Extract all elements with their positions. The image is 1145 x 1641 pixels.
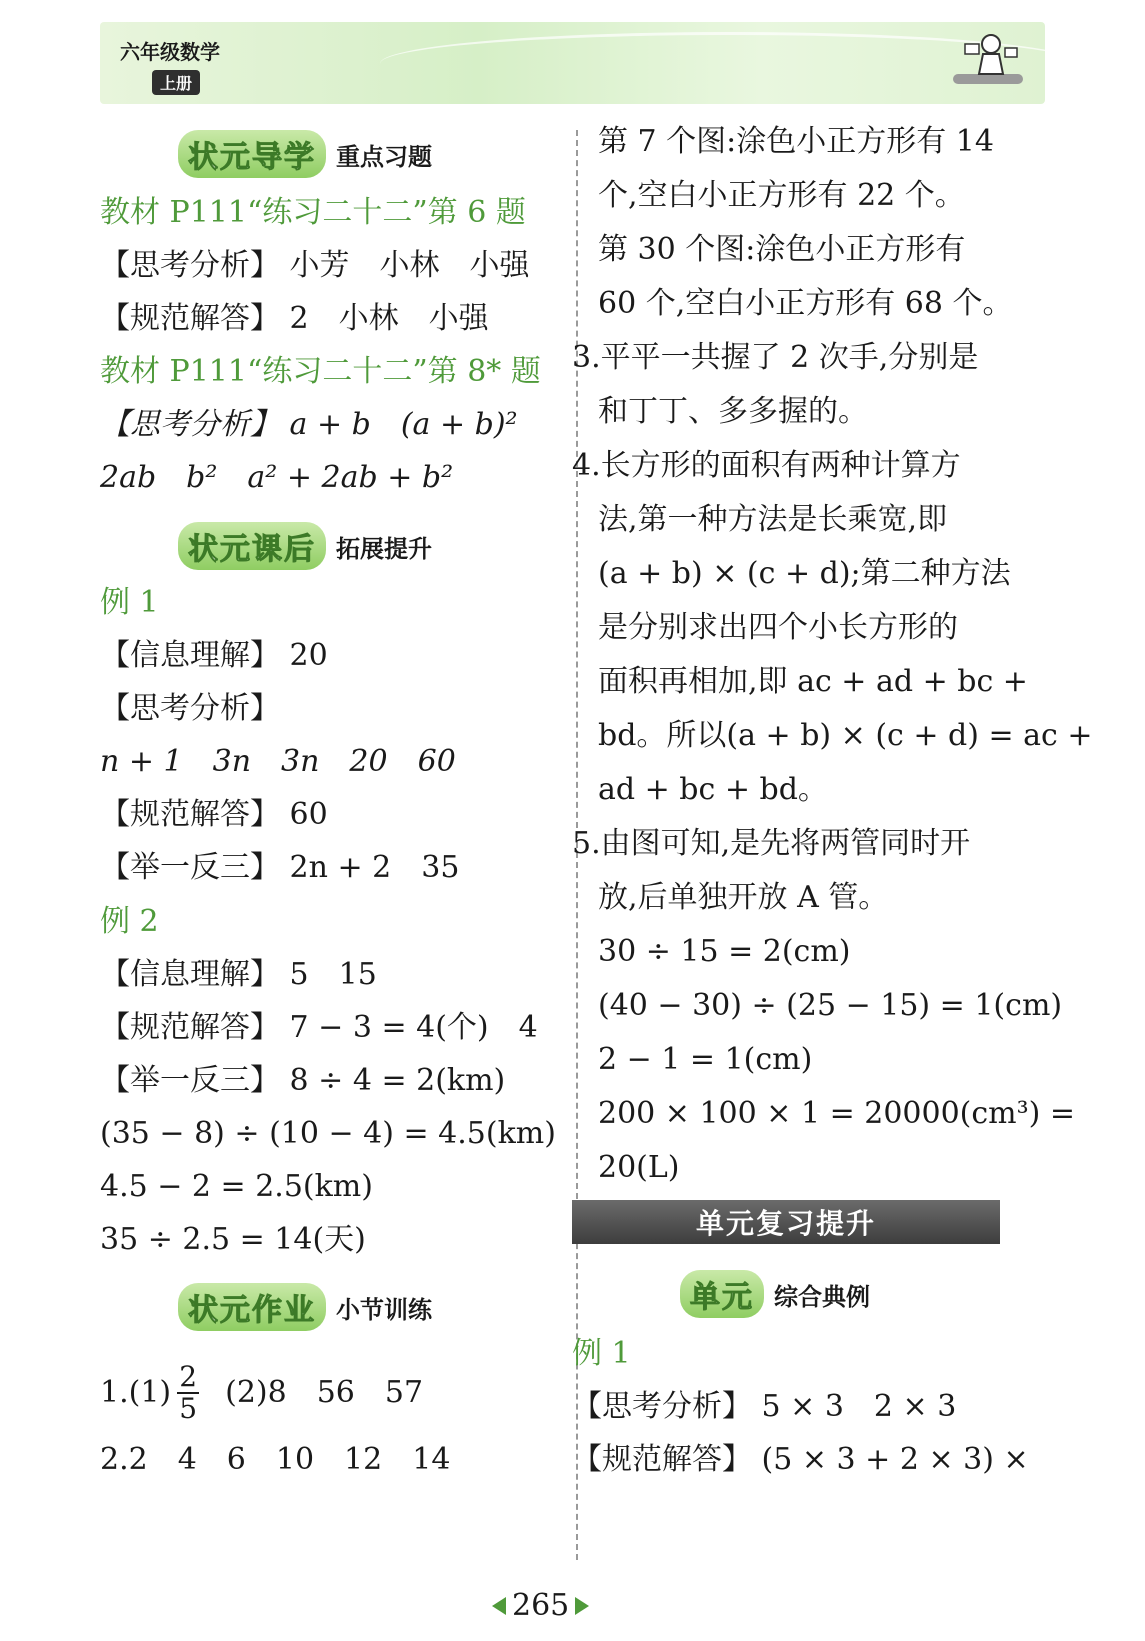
answer-line: 2 − 1 = 1(cm): [598, 1042, 813, 1077]
answer-line: 第 7 个图:涂色小正方形有 14: [598, 124, 994, 159]
reading-child-icon: [943, 26, 1033, 100]
answer-line: 【规范解答】 (5 × 3 + 2 × 3) ×: [572, 1442, 1029, 1477]
answer-line: 法,第一种方法是长乘宽,即: [598, 502, 948, 537]
answer-line: n + 1 3n 3n 20 60: [100, 744, 456, 779]
answer-line: 放,后单独开放 A 管。: [598, 880, 889, 915]
section-header-extension: [178, 522, 432, 570]
example-label: 例 1: [100, 585, 159, 620]
section-header-guide: [178, 130, 432, 178]
answer-line: 【思考分析】 a + b (a + b)²: [100, 407, 518, 442]
section-title: 小节训练: [336, 1295, 432, 1324]
answer-line: 【思考分析】 小芳 小林 小强: [100, 248, 530, 283]
answer-line: 个,空白小正方形有 22 个。: [598, 178, 965, 213]
answer-line: 【信息理解】 5 15: [100, 957, 377, 992]
answer-line: 5.由图可知,是先将两管同时开: [572, 826, 971, 861]
section-tag: 状元课后: [178, 522, 326, 570]
answer-line: 2ab b² a² + 2ab + b²: [100, 460, 454, 495]
section-header-homework: [178, 1283, 432, 1331]
page-number: [492, 1588, 589, 1623]
answer-line: (35 − 8) ÷ (10 − 4) = 4.5(km): [100, 1116, 556, 1151]
section-title: 综合典例: [774, 1282, 870, 1311]
answer-line: 3.平平一共握了 2 次手,分别是: [572, 340, 979, 375]
section-title: 拓展提升: [336, 534, 432, 563]
fraction: [177, 1362, 199, 1424]
header-banner: [100, 22, 1045, 104]
book-volume: 上册: [152, 70, 200, 95]
answer-line: 35 ÷ 2.5 = 14(天): [100, 1222, 366, 1257]
answer-line: 【思考分析】 5 × 3 2 × 3: [572, 1389, 957, 1424]
answer-line: 【规范解答】 60: [100, 797, 328, 832]
answer-line: ad + bc + bd。: [598, 772, 828, 807]
answer-line: 【信息理解】 20: [100, 638, 328, 673]
section-tag: 单元: [680, 1270, 764, 1318]
question-prefix: 1.(1): [100, 1375, 172, 1410]
answer-line: 4.5 − 2 = 2.5(km): [100, 1169, 373, 1204]
question-rest: (2)8 56 57: [225, 1375, 424, 1410]
answer-line: 和丁丁、多多握的。: [598, 394, 868, 429]
answer-line: 2.2 4 6 10 12 14: [100, 1442, 451, 1477]
next-arrow-icon: [575, 1597, 589, 1615]
answer-line: 60 个,空白小正方形有 68 个。: [598, 286, 1013, 321]
section-tag: 状元作业: [178, 1283, 326, 1331]
answer-line: 200 × 100 × 1 = 20000(cm³) =: [598, 1096, 1076, 1131]
fraction-numerator: 2: [179, 1360, 198, 1393]
prev-arrow-icon: [492, 1597, 506, 1615]
answer-line: (40 − 30) ÷ (25 − 15) = 1(cm): [598, 988, 1063, 1023]
book-grade: 六年级数学: [120, 40, 220, 64]
section-tag: 状元导学: [178, 130, 326, 178]
answer-line: bd。所以(a + b) × (c + d) = ac +: [598, 718, 1093, 753]
answer-line: (a + b) × (c + d);第二种方法: [598, 556, 1011, 591]
fraction-denominator: 5: [179, 1392, 198, 1425]
answer-line: 面积再相加,即 ac + ad + bc +: [598, 664, 1028, 699]
answer-line: 第 30 个图:涂色小正方形有: [598, 232, 966, 267]
unit-review-banner: 单元复习提升: [572, 1200, 1000, 1244]
example-label: 例 1: [572, 1336, 631, 1371]
answer-line: 是分别求出四个小长方形的: [598, 610, 958, 645]
answer-line: 【思考分析】: [100, 691, 280, 726]
section-header-unit: [680, 1270, 870, 1318]
answer-line: 【规范解答】 2 小林 小强: [100, 301, 489, 336]
answer-line-fraction: [100, 1362, 423, 1424]
example-label: 例 2: [100, 904, 159, 939]
answer-line: 20(L): [598, 1150, 680, 1185]
textbook-ref: 教材 P111“练习二十二”第 8* 题: [100, 354, 541, 389]
answer-line: 【举一反三】 8 ÷ 4 = 2(km): [100, 1063, 506, 1098]
textbook-ref: 教材 P111“练习二十二”第 6 题: [100, 195, 526, 230]
section-title: 重点习题: [336, 142, 432, 171]
answer-line: 【举一反三】 2n + 2 35: [100, 850, 460, 885]
answer-line: 【规范解答】 7 − 3 = 4(个) 4: [100, 1010, 538, 1045]
answer-line: 4.长方形的面积有两种计算方: [572, 448, 961, 483]
page-number-text: 265: [512, 1588, 570, 1623]
answer-line: 30 ÷ 15 = 2(cm): [598, 934, 851, 969]
